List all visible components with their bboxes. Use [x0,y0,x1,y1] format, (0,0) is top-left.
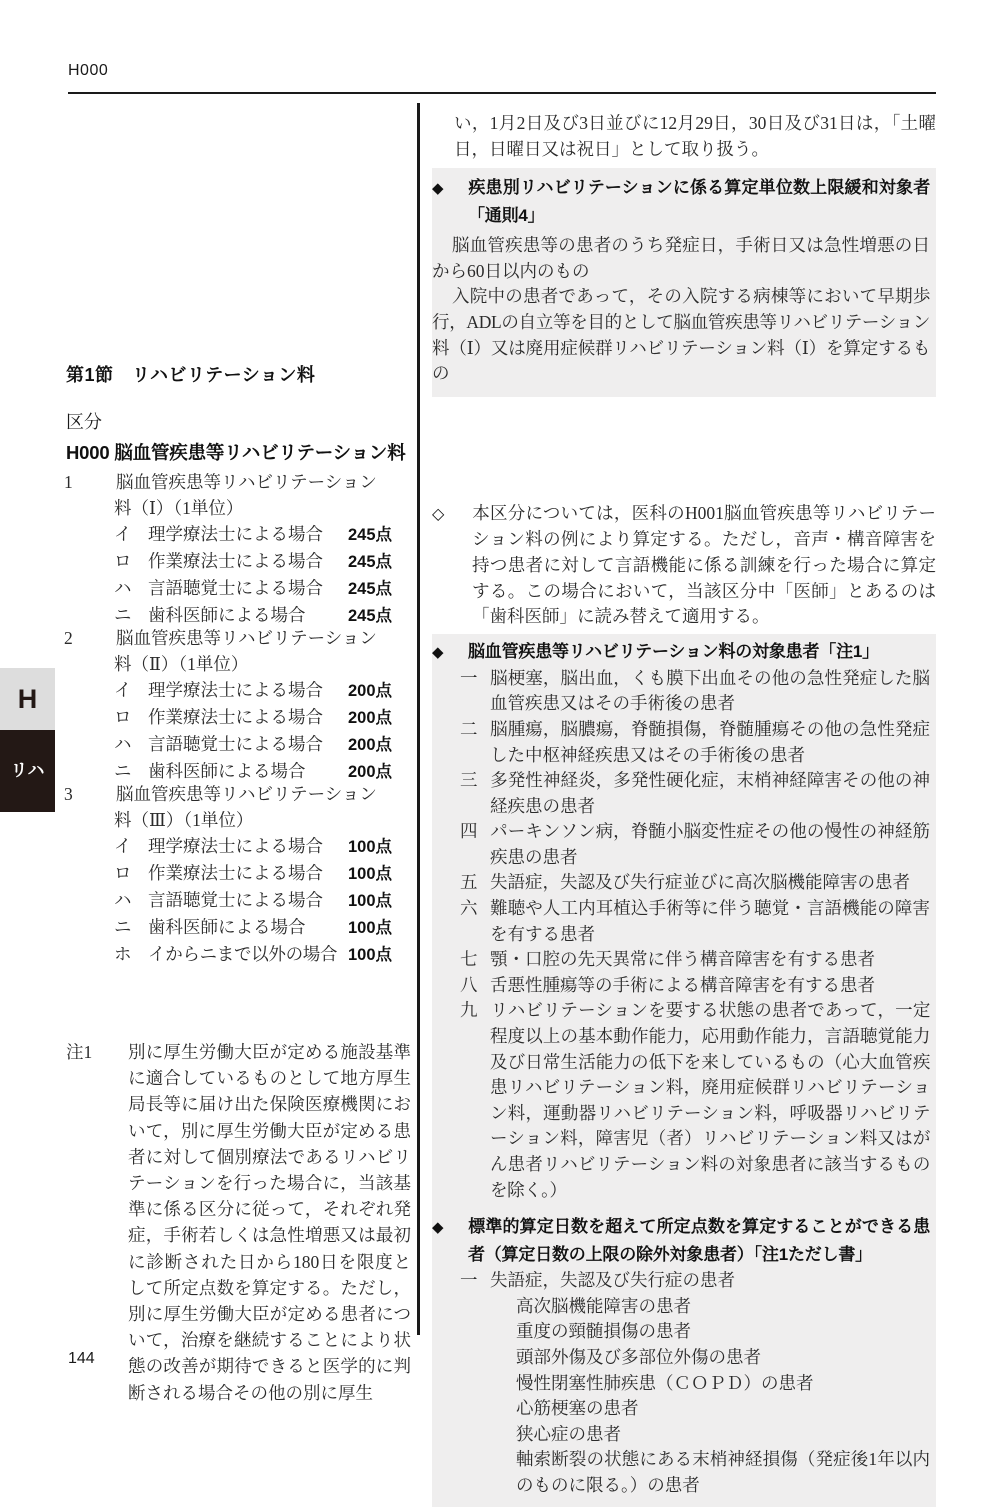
list-item [446,870,930,896]
header-rule [68,92,936,94]
list-item-mark: 一 [460,667,478,688]
fee-item-kana: イ [114,836,132,856]
list-item-text: 慢性閉塞性肺疾患（ＣＯＰＤ）の患者 [516,1372,814,1393]
fee-group-number: 2 [64,628,73,648]
diamond-solid-icon: ◆ [432,180,444,198]
fee-item [114,914,392,941]
fee-group-heading-text: 脳血管疾患等リハビリテーション [116,472,377,492]
fee-item-label: 歯科医師による場合 [148,605,306,625]
fee-item-kana: ニ [114,761,132,781]
diamond-open-icon: ◇ [432,505,445,523]
fee-item-points: 200点 [347,682,392,700]
fee-item [114,860,392,887]
fee-group-heading-cont: 料（Ⅲ）（1単位） [114,810,254,830]
fee-item-kana: ロ [114,551,132,571]
fee-item-points: 245点 [347,580,392,598]
list-item-text: 狭心症の患者 [516,1423,621,1444]
fee-item [114,575,392,602]
fee-item-points: 245点 [347,526,392,544]
fee-item-kana: イ [114,680,132,700]
list-item-mark: 二 [460,718,478,739]
fee-item-points: 200点 [347,736,392,754]
fee-item-label: 作業療法士による場合 [148,707,323,727]
note-body: 別に厚生労働大臣が定める施設基準に適合しているものとして地方厚生局長等に届け出た保険医療機関において，別に厚生労働大臣が定める患者に対して個別療法であるリハビリテーションを行った場合に，当該基準に係る区分に従って，それぞれ発症，手術若しくは急性増悪又は最初に診断された日から180日を限度として所定点数を算定する。ただし，別に厚生労働大臣が定める患者について，治療を継続することにより状態の改善が期待できると医学的に判断される場合その他の別に厚生 [128,1042,411,1403]
fee-item-kana: ニ [114,917,132,937]
diamond-solid-icon: ◆ [432,643,444,661]
fee-item-label: 理学療法士による場合 [148,680,323,700]
fee-item-kana: ニ [114,605,132,625]
list-item [446,717,930,768]
fee-item [114,704,392,731]
fee-item [114,833,392,860]
fee-item [114,731,392,758]
continued-paragraph-block [432,103,936,166]
block-taisho [432,634,936,1209]
diamond-solid-icon: ◆ [432,1219,444,1237]
fee-item-label: イからニまで以外の場合 [148,944,338,964]
fee-group-heading [64,781,416,807]
fee-item-label: 作業療法士による場合 [148,551,323,571]
fee-item [114,677,392,704]
block-tsusoku4-paragraph-2: 入院中の患者であって，その入院する病棟等において早期歩行，ADLの自立等を目的として脳血管疾患等リハビリテーション料（Ⅰ）又は廃用症候群リハビリテーション料（Ⅰ）を算定するもの [432,286,930,384]
list-item-text: 重度の頸髄損傷の患者 [516,1321,691,1342]
thumb-tab-label [0,730,55,812]
fee-item [114,521,392,548]
fee-item-points: 100点 [347,892,392,910]
fee-item-label: 言語聴覚士による場合 [148,578,323,598]
list-item [446,666,930,717]
list-item-text: リハビリテーションを要する状態の患者であって，一定程度以上の基本動作能力，応用動作能力，言語聴覚能力及び日常生活能力の低下を来しているもの（心大血管疾患リハビリテーション料，廃用症候群リハビリテーション料，運動器リハビリテーション料，呼吸器リハビリテーション料，障害児（者）リハビリテーション料又はがん患者リハビリテーション料の対象患者に該当するものを除く。） [490,1000,930,1200]
fee-item-label: 理学療法士による場合 [148,836,323,856]
list-item [446,973,930,999]
column-divider-rule [417,103,420,1335]
list-item-text: 多発性神経炎，多発性硬化症，末梢神経障害その他の神経疾患の患者 [490,770,930,816]
list-item [446,1447,930,1498]
fee-group-heading-cont: 料（Ⅰ）（1単位） [114,498,244,518]
thumb-tab-letter: H [0,668,55,730]
list-item [446,1371,930,1397]
thumb-index-tab [0,668,55,812]
fee-group-number: 1 [64,472,73,492]
list-item-text: 失語症，失認及び失行症の患者 [490,1270,735,1291]
fee-item [114,887,392,914]
fee-group-number: 3 [64,784,73,804]
block-taisho-heading [432,638,930,666]
page-number: 144 [68,1350,95,1367]
list-item-text: 高次脳機能障害の患者 [516,1295,691,1316]
thumb-tab-label-line2: ハ [27,760,45,780]
list-item-mark: 一 [460,1270,478,1291]
fee-item-points: 100点 [347,919,392,937]
list-item-mark: 六 [460,898,478,919]
fee-group-heading [64,625,416,651]
block-honkubun-text: 本区分については，医科のH001脳血管疾患等リハビリテーション料の例により算定する。ただし，音声・構音障害を持つ患者に対して言語機能に係る訓練を行った場合に算定する。この場合において，当該区分中「医師」とあるのは「歯科医師」に読み替えて適用する。 [472,502,936,627]
fee-group-heading [64,469,416,495]
list-item-mark: 三 [460,770,478,791]
fee-item-kana: イ [114,524,132,544]
fee-item-points: 100点 [347,865,392,883]
fee-item-kana: ホ [114,944,132,964]
fee-group-1 [66,469,411,629]
block-jogai-heading [432,1213,930,1268]
list-item [446,1268,930,1294]
fee-item-label: 歯科医師による場合 [148,917,306,937]
kubun-label: 区分 [66,412,102,432]
fee-item [114,941,392,968]
fee-item [114,548,392,575]
list-item-text: 頭部外傷及び多部位外傷の患者 [516,1346,761,1367]
fee-item-kana: ロ [114,707,132,727]
block-taisho-heading-text: 脳血管疾患等リハビリテーション料の対象患者「注1」 [468,641,879,661]
list-item-text: 失語症，失認及び失行症並びに高次脳機能障害の患者 [490,872,910,893]
fee-item-label: 言語聴覚士による場合 [148,734,323,754]
list-item-text: 難聴や人工内耳植込手術等に伴う聴覚・言語機能の障害を有する患者 [490,898,930,944]
list-item [446,768,930,819]
list-item [446,998,930,1203]
thumb-tab-label-line1: リ [10,760,28,780]
list-item-text: 脳腫瘍，脳膿瘍，脊髄損傷，脊髄腫瘍その他の急性発症した中枢神経疾患又はその手術後の患者 [490,718,930,765]
fee-item-kana: ロ [114,863,132,883]
fee-item-label: 言語聴覚士による場合 [148,890,323,910]
right-column [432,103,936,1507]
code-title: H000 脳血管疾患等リハビリテーション料 [66,442,406,463]
fee-item-kana: ハ [114,734,132,754]
running-head: H000 [68,62,109,79]
list-item-text: パーキンソン病，脊髄小脳変性症その他の慢性の神経筋疾患の患者 [490,821,930,867]
block-tsusoku4-paragraph-1: 脳血管疾患等の患者のうち発症日，手術日又は急性増悪の日から60日以内のもの [432,235,930,281]
list-item [446,1345,930,1371]
fee-item-points: 200点 [347,709,392,727]
fee-group-3 [66,781,411,968]
block-tsusoku4 [432,168,936,397]
fee-item-label: 作業療法士による場合 [148,863,323,883]
note-label: 注1 [66,1042,93,1062]
fee-item-points: 245点 [347,607,392,625]
block-honkubun-text-wrap [432,501,936,630]
fee-group-heading-text: 脳血管疾患等リハビリテーション [116,784,377,804]
section-title: 第1節 リハビリテーション料 [66,365,316,385]
fee-group-heading-text: 脳血管疾患等リハビリテーション [116,628,377,648]
fee-item-label: 歯科医師による場合 [148,761,306,781]
block-jogai-heading-text: 標準的算定日数を超えて所定点数を算定することができる患者（算定日数の上限の除外対象患者）「注1ただし書」 [468,1217,930,1265]
fee-item-label: 理学療法士による場合 [148,524,323,544]
list-item-text: 舌悪性腫瘍等の手術による構音障害を有する患者 [490,974,875,995]
list-item-mark: 四 [460,821,478,842]
list-item-text: 心筋梗塞の患者 [516,1398,639,1419]
block-jogai [432,1209,936,1506]
fee-item-points: 200点 [347,763,392,781]
list-item-mark: 八 [460,974,478,995]
list-item [446,819,930,870]
block-tsusoku4-heading [432,174,930,229]
fee-item-kana: ハ [114,890,132,910]
continued-paragraph: い，1月2日及び3日並びに12月29日，30日及び31日は，「土曜日，日曜日又は祝日」として取り扱う。 [454,113,936,159]
fee-item-points: 100点 [347,946,392,964]
list-item [446,1422,930,1448]
list-item [446,896,930,947]
note-block [66,1039,411,1406]
fee-group-2 [66,625,411,785]
list-item-mark: 九 [460,1000,478,1021]
list-item-text: 脳梗塞，脳出血，くも膜下出血その他の急性発症した脳血管疾患又はその手術後の患者 [490,667,930,714]
fee-item-points: 100点 [347,838,392,856]
fee-item-points: 245点 [347,553,392,571]
list-item-text: 顎・口腔の先天異常に伴う構音障害を有する患者 [490,949,875,970]
block-tsusoku4-heading-text: 疾患別リハビリテーションに係る算定単位数上限緩和対象者「通則4」 [468,178,930,226]
list-item [446,1319,930,1345]
list-item-text: 軸索断裂の状態にある末梢神経損傷（発症後1年以内のものに限る。）の患者 [516,1449,930,1495]
list-item-mark: 五 [460,872,478,893]
list-item [446,1294,930,1320]
fee-item-kana: ハ [114,578,132,598]
list-item [446,947,930,973]
fee-group-heading-cont: 料（Ⅱ）（1単位） [114,654,249,674]
list-item-mark: 七 [460,949,478,970]
list-item [446,1396,930,1422]
block-honkubun [432,501,936,630]
